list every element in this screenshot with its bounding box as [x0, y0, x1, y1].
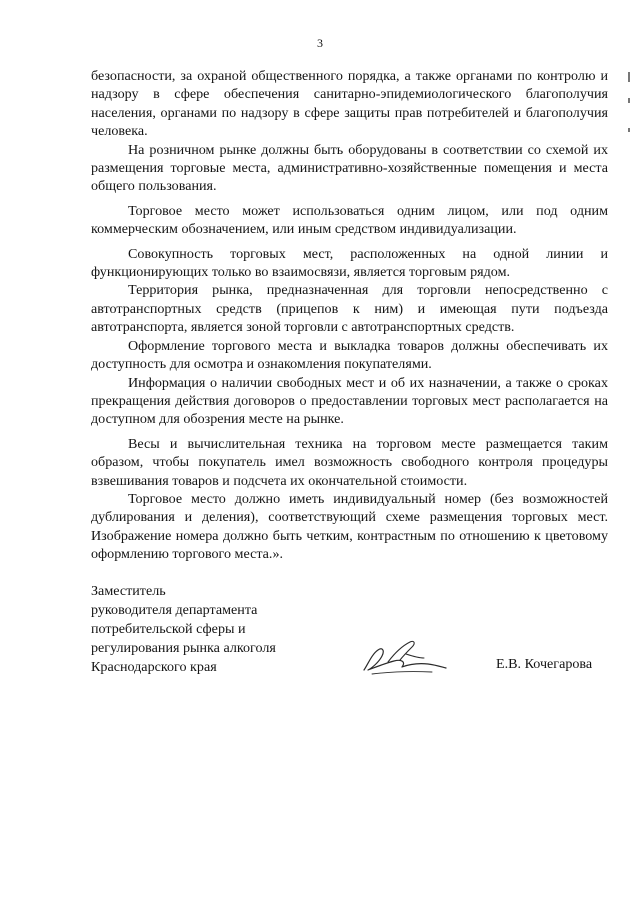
signatory-title-line: регулирования рынка алкоголя	[91, 640, 276, 656]
paragraph: Информация о наличии свободных мест и об их назначении, а также о сроках прекращения действия договоров о предоставлении торговых мест располагается на доступном для обозрения месте на рынке.	[91, 374, 608, 428]
document-body	[91, 67, 608, 564]
page-number: 3	[317, 36, 323, 50]
scan-edge-mark	[628, 72, 630, 82]
paragraph: Весы и вычислительная техника на торговом месте размещается таким образом, чтобы покупатель имел возможность свободного контроля процедуры взвешивания товаров и подсчета их окончательной стоимости.	[91, 435, 608, 489]
paragraph: безопасности, за охраной общественного порядка, а также органами по контролю и надзору в сфере обеспечения санитарно-эпидемиологического благополучия населения, органами по надзору в сфере защиты прав потребителей и благополучия человека.	[91, 68, 608, 140]
paragraph: Торговое место должно иметь индивидуальный номер (без возможностей дублирования и деления), соответствующий схеме размещения торговых мест. Изображение номера должно быть четким, контрастным по отношению к цветовому оформлению торгового места.».	[91, 490, 608, 563]
paragraph: На розничном рынке должны быть оборудованы в соответствии со схемой их размещения торговые места, административно-хозяйственные помещения и места общего пользования.	[91, 141, 608, 195]
signatory-title-line: Краснодарского края	[91, 659, 217, 675]
handwritten-signature	[358, 634, 450, 680]
paragraph: Территория рынка, предназначенная для торговли непосредственно с автотранспортных средств (прицепов к ним) и имеющая пути подъезда автотранспорта, является зоной торговли с автотранспортных средств.	[91, 282, 608, 336]
signatory-title-line: потребительской сферы и	[91, 621, 246, 637]
scan-edge-mark	[628, 128, 630, 132]
paragraph: Оформление торгового места и выкладка товаров должны обеспечивать их доступность для осмотра и ознакомления покупателями.	[91, 337, 608, 373]
signatory-title-line: Заместитель	[91, 583, 166, 599]
signatory-title-line: руководителя департамента	[91, 602, 258, 618]
paragraph: Совокупность торговых мест, расположенных на одной линии и функционирующих только во взаимосвязи, является торговым рядом.	[91, 245, 608, 281]
signatory-title	[91, 582, 276, 677]
paragraph: Торговое место может использоваться одним лицом, или под одним коммерческим обозначением, или иным средством индивидуализации.	[91, 202, 608, 238]
signatory-name: Е.В. Кочегарова	[496, 656, 593, 672]
scan-edge-mark	[628, 98, 630, 103]
